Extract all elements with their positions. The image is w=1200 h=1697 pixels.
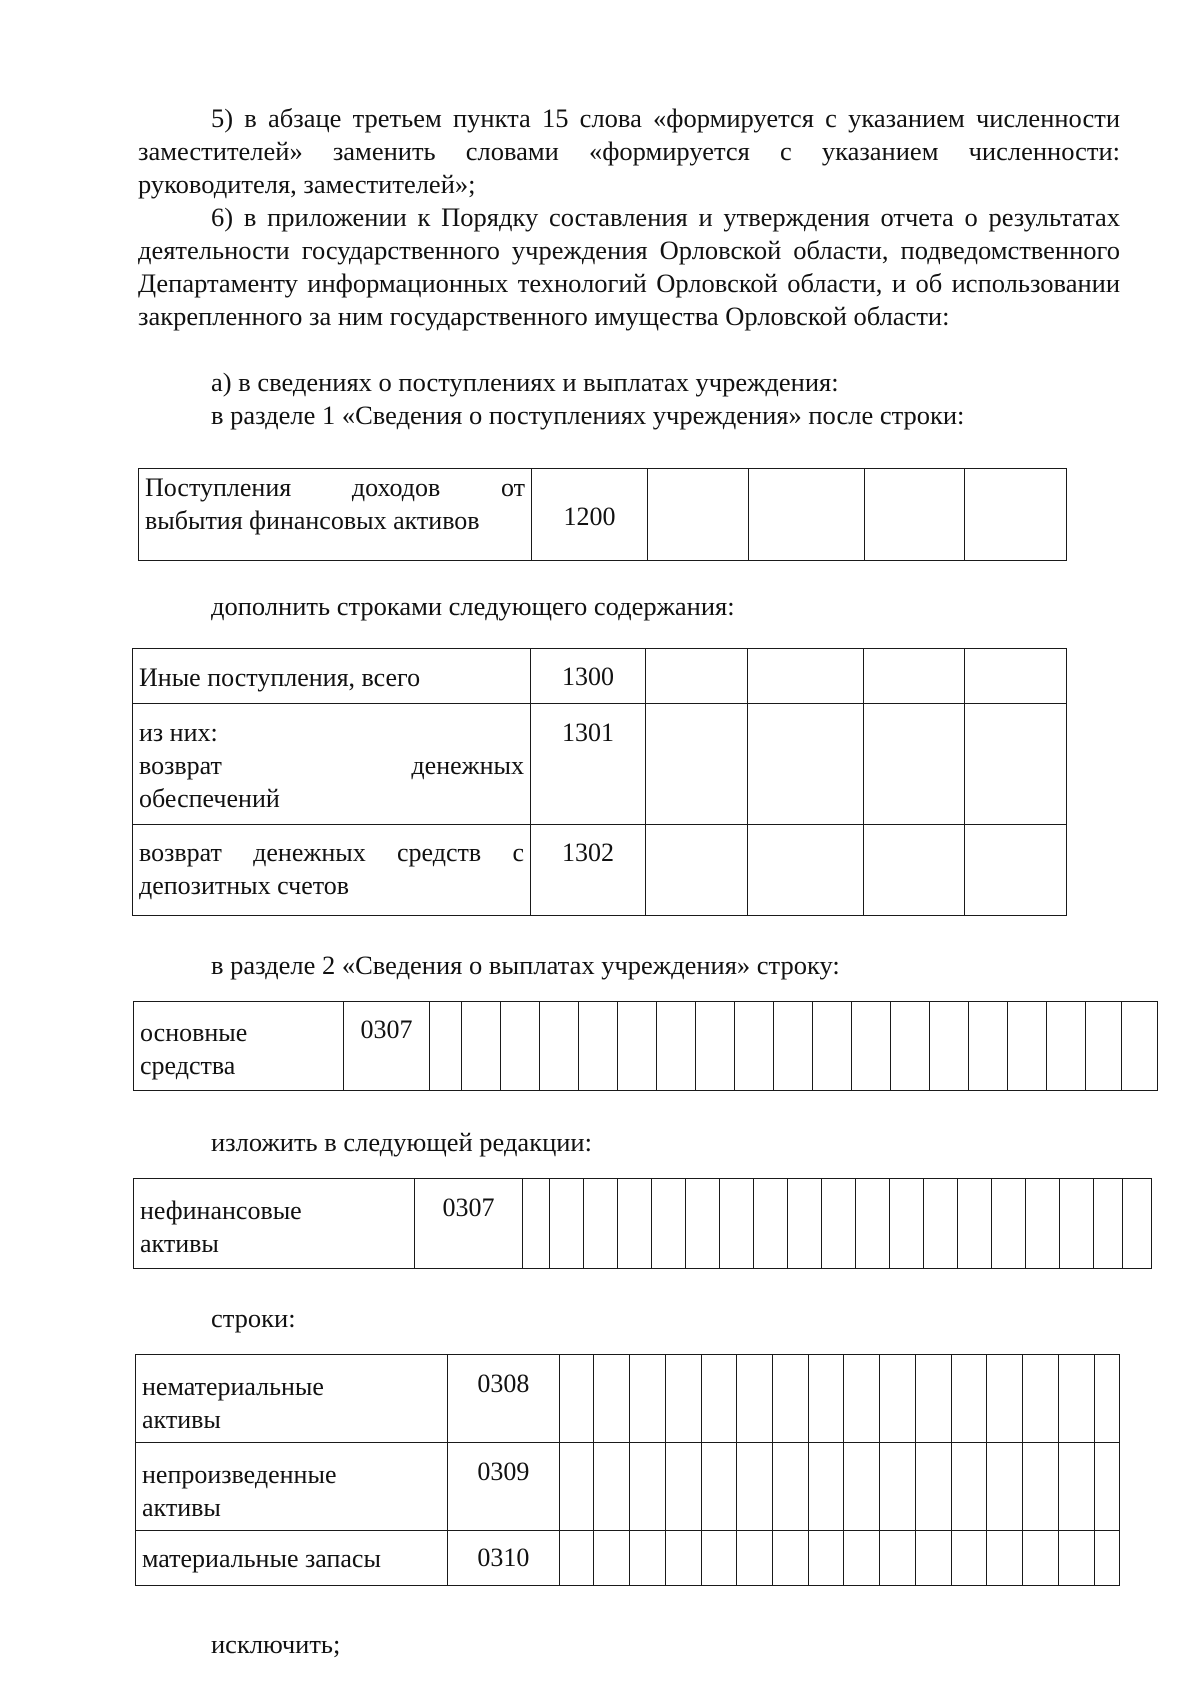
empty-cell [754, 1179, 788, 1269]
row-code: 1200 [563, 501, 616, 531]
empty-cell [737, 1355, 773, 1443]
empty-cell [618, 1002, 657, 1091]
empty-cell [808, 1355, 844, 1443]
empty-cell [720, 1179, 754, 1269]
empty-cell [992, 1179, 1026, 1269]
row-code: 1300 [562, 662, 614, 691]
row-code: 1301 [562, 718, 614, 747]
empty-cell [890, 1179, 924, 1269]
empty-cell [987, 1531, 1023, 1586]
row-label-line: обеспечений [139, 784, 280, 813]
paragraph-6: 6) в приложении к Порядку составления и утверждения отчета о результатах деятельности государственного учреждения Орловской области, подведомственного Департаменту информационных технологий Орловской области, и об использовании закрепленного за ним государственного имущества Орловской области: [138, 202, 1120, 331]
empty-cell [844, 1355, 880, 1443]
empty-cell [646, 649, 748, 704]
empty-cell [1023, 1531, 1059, 1586]
table-row [139, 469, 1067, 561]
row-label-line: непроизведенные [142, 1460, 337, 1489]
empty-cell [864, 825, 965, 916]
empty-cell [856, 1179, 890, 1269]
empty-cell [1058, 1531, 1094, 1586]
empty-cell [701, 1443, 737, 1531]
empty-cell [594, 1355, 630, 1443]
row-code-cell [448, 1355, 559, 1443]
empty-cell [852, 1002, 891, 1091]
empty-cell [1026, 1179, 1060, 1269]
empty-cell [1023, 1355, 1059, 1443]
row-code-cell [448, 1531, 559, 1586]
empty-cell [891, 1002, 930, 1091]
empty-cell [696, 1002, 735, 1091]
empty-cell [865, 469, 965, 561]
empty-cell [701, 1531, 737, 1586]
empty-cell [773, 1355, 809, 1443]
empty-cell [864, 649, 965, 704]
section1-intro: в разделе 1 «Сведения о поступлениях учреждения» после строки: [211, 400, 965, 430]
row-code: 0307 [360, 1015, 413, 1044]
row-label-line: возврат денежных средств с [139, 838, 524, 867]
empty-cell [915, 1443, 951, 1531]
empty-cell [540, 1002, 579, 1091]
empty-cell [737, 1531, 773, 1586]
empty-cell [630, 1531, 666, 1586]
empty-cell [648, 469, 749, 561]
empty-cell [915, 1531, 951, 1586]
row-label-line: Поступления доходов от [145, 473, 525, 502]
row-label-line: активы [142, 1405, 221, 1434]
empty-cell [1094, 1355, 1119, 1443]
paragraph-5: 5) в абзаце третьем пункта 15 слова «формируется с указанием численности заместителей» заменить словами «формируется с указанием численности: руководителя, заместителей»; [138, 103, 1120, 199]
empty-cell [987, 1443, 1023, 1531]
row-code-cell [415, 1179, 523, 1269]
table-row [133, 825, 1067, 916]
table-payments-0307-new [133, 1178, 1152, 1269]
empty-cell [880, 1443, 916, 1531]
table-payments-0307-old [133, 1001, 1158, 1091]
empty-cell [844, 1443, 880, 1531]
empty-cell [618, 1179, 652, 1269]
row-label-line: возврат денежных [139, 751, 524, 780]
empty-cell [880, 1355, 916, 1443]
table-payments-0308-0310 [135, 1354, 1120, 1586]
empty-cell [915, 1355, 951, 1443]
empty-cell [1058, 1355, 1094, 1443]
empty-cell [987, 1355, 1023, 1443]
row-label-line: Иные поступления, всего [139, 663, 421, 692]
row-label-line: депозитных счетов [139, 871, 350, 900]
row-code-cell [532, 469, 648, 561]
table-row [133, 704, 1067, 825]
row-code: 1302 [562, 838, 614, 867]
row-code-cell [344, 1002, 430, 1091]
empty-cell [1122, 1002, 1158, 1091]
empty-cell [808, 1443, 844, 1531]
empty-cell [748, 649, 864, 704]
row-label-line: активы [142, 1493, 221, 1522]
empty-cell [748, 704, 864, 825]
item-a-text: а) в сведениях о поступлениях и выплатах учреждения: [211, 367, 839, 397]
empty-cell [951, 1443, 987, 1531]
empty-cell [430, 1002, 462, 1091]
empty-cell [880, 1531, 916, 1586]
table-row [133, 649, 1067, 704]
empty-cell [969, 1002, 1008, 1091]
row-code-cell [531, 825, 646, 916]
empty-cell [652, 1179, 686, 1269]
empty-cell [958, 1179, 992, 1269]
row-label-cell [133, 649, 531, 704]
row-code-cell [448, 1443, 559, 1531]
row-label-cell [134, 1002, 344, 1091]
empty-cell [1060, 1179, 1094, 1269]
empty-cell [924, 1179, 958, 1269]
empty-cell [559, 1355, 594, 1443]
empty-cell [748, 825, 864, 916]
row-label-cell [133, 825, 531, 916]
row-code: 0307 [442, 1193, 495, 1222]
empty-cell [773, 1531, 809, 1586]
empty-cell [844, 1531, 880, 1586]
row-code: 0308 [477, 1369, 530, 1398]
table-row [136, 1443, 1120, 1531]
row-label-line: из них: [139, 718, 218, 747]
empty-cell [773, 1443, 809, 1531]
empty-cell [559, 1443, 594, 1531]
row-code: 0310 [477, 1543, 530, 1572]
row-label-cell [139, 469, 532, 561]
empty-cell [462, 1002, 501, 1091]
supplement-text: дополнить строками следующего содержания: [211, 591, 735, 621]
empty-cell [1058, 1443, 1094, 1531]
empty-cell [579, 1002, 618, 1091]
empty-cell [630, 1355, 666, 1443]
empty-cell [686, 1179, 720, 1269]
empty-cell [1023, 1443, 1059, 1531]
empty-cell [646, 704, 748, 825]
empty-cell [1094, 1531, 1119, 1586]
empty-cell [774, 1002, 813, 1091]
empty-cell [965, 649, 1067, 704]
empty-cell [1047, 1002, 1086, 1091]
row-label-cell [134, 1179, 415, 1269]
empty-cell [864, 704, 965, 825]
table-row [136, 1355, 1120, 1443]
row-label-cell [133, 704, 531, 825]
row-label-line: материальные запасы [142, 1544, 381, 1573]
empty-cell [965, 704, 1067, 825]
table-income-1300 [132, 648, 1067, 916]
table-income-1200 [138, 468, 1067, 561]
empty-cell [501, 1002, 540, 1091]
row-code: 0309 [477, 1457, 530, 1486]
empty-cell [594, 1531, 630, 1586]
table-row [134, 1002, 1158, 1091]
empty-cell [594, 1443, 630, 1531]
empty-cell [951, 1531, 987, 1586]
empty-cell [822, 1179, 856, 1269]
table-row [136, 1531, 1120, 1586]
empty-cell [559, 1531, 594, 1586]
row-label-cell [136, 1355, 448, 1443]
row-code-cell [531, 704, 646, 825]
rows-text: строки: [211, 1303, 296, 1333]
empty-cell [550, 1179, 584, 1269]
empty-cell [735, 1002, 774, 1091]
empty-cell [630, 1443, 666, 1531]
row-label-cell [136, 1443, 448, 1531]
empty-cell [788, 1179, 822, 1269]
row-label-line: нефинансовые [140, 1196, 302, 1225]
row-label-line: выбытия финансовых активов [145, 506, 480, 535]
empty-cell [1008, 1002, 1047, 1091]
restate-text: изложить в следующей редакции: [211, 1127, 592, 1157]
empty-cell [737, 1443, 773, 1531]
empty-cell [665, 1443, 701, 1531]
row-label-line: средства [140, 1051, 236, 1080]
empty-cell [523, 1179, 550, 1269]
section2-intro: в разделе 2 «Сведения о выплатах учреждения» строку: [211, 950, 840, 980]
empty-cell [1094, 1179, 1123, 1269]
empty-cell [951, 1355, 987, 1443]
empty-cell [1123, 1179, 1152, 1269]
row-label-cell [136, 1531, 448, 1586]
empty-cell [808, 1531, 844, 1586]
empty-cell [749, 469, 865, 561]
empty-cell [701, 1355, 737, 1443]
empty-cell [1086, 1002, 1122, 1091]
empty-cell [665, 1531, 701, 1586]
empty-cell [665, 1355, 701, 1443]
row-label-line: активы [140, 1229, 219, 1258]
empty-cell [584, 1179, 618, 1269]
empty-cell [965, 825, 1067, 916]
empty-cell [657, 1002, 696, 1091]
empty-cell [646, 825, 748, 916]
row-code-cell [531, 649, 646, 704]
row-label-line: основные [140, 1018, 248, 1047]
empty-cell [965, 469, 1067, 561]
table-row [134, 1179, 1152, 1269]
empty-cell [1094, 1443, 1119, 1531]
empty-cell [930, 1002, 969, 1091]
exclude-text: исключить; [211, 1629, 341, 1659]
empty-cell [813, 1002, 852, 1091]
row-label-line: нематериальные [142, 1372, 324, 1401]
